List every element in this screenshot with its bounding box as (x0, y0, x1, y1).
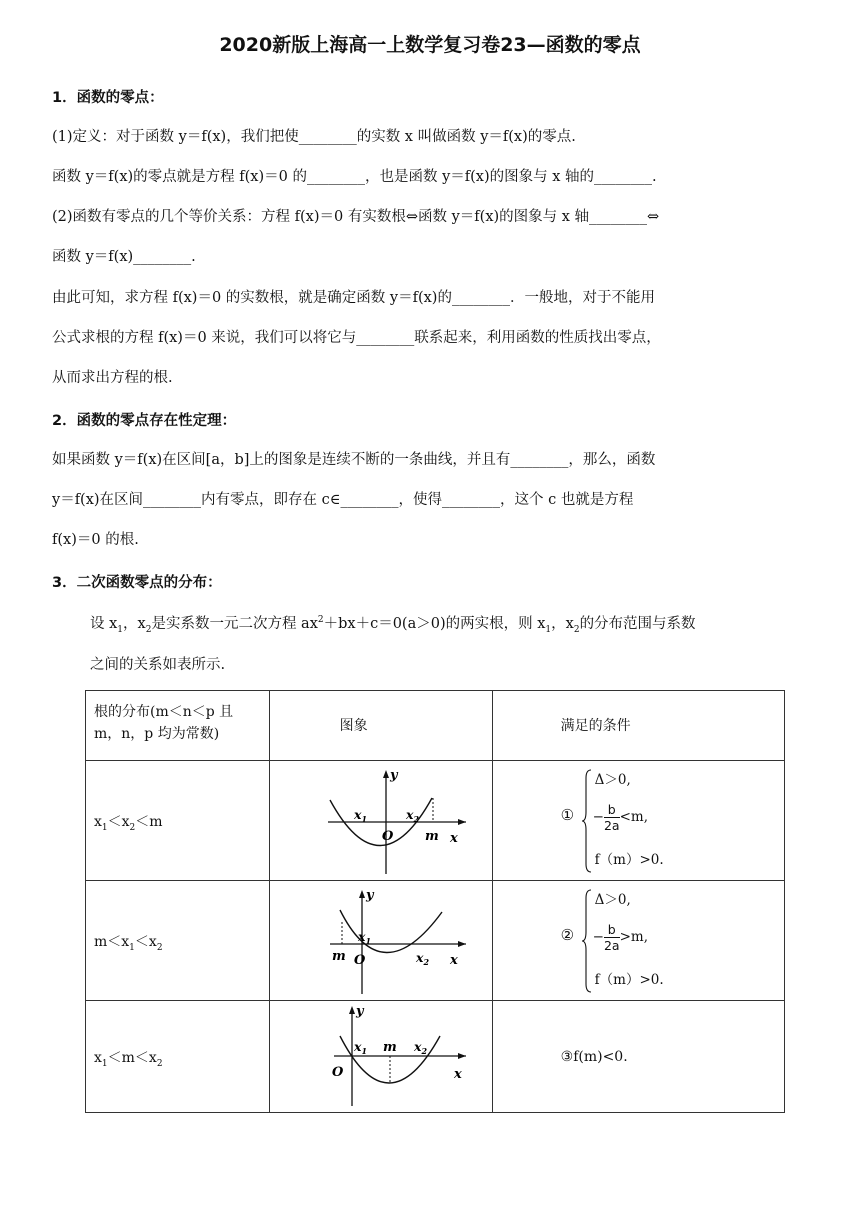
x-axis-arrow (458, 1053, 466, 1059)
origin-label: O (381, 828, 393, 844)
row1-distribution: $x_1<x_2<m$ (86, 761, 270, 881)
origin-label: O (331, 1064, 343, 1080)
origin-label: O (353, 952, 365, 968)
x1-label: $x_1$ (357, 928, 371, 946)
section2-line-2: y＝f(x)在区间________内有零点，即存在 c∈________，使得________，这个 c 也就是方程 (52, 492, 634, 508)
row1-graph-cell (269, 761, 492, 881)
x1-label: $x_1$ (353, 1038, 367, 1056)
parabola-curve (340, 910, 442, 953)
section1-line-2: 函数 y＝f(x)的零点就是方程 f(x)＝0 的________，也是函数 y＝f(x)的图象与 x 轴的________. (52, 169, 657, 185)
condition-discriminant: Δ＞0, (594, 771, 631, 788)
x-axis-arrow (458, 941, 466, 947)
row3-parabola-graph (270, 1002, 492, 1112)
section1-line-4: 函数 y＝f(x)________. (52, 249, 196, 265)
x1-label: $x_1$ (353, 806, 367, 824)
x2-label: $x_2$ (405, 806, 419, 824)
section1-line-6: 公式求根的方程 f(x)＝0 来说，我们可以将它与________联系起来，利用函数的性质找出零点， (52, 330, 661, 346)
section3-heading: 3．二次函数零点的分布： (52, 575, 222, 591)
x2-label: $x_2$ (413, 1038, 427, 1056)
x-label: x (449, 830, 458, 846)
y-axis-arrow (383, 770, 389, 778)
condition-number: ② (560, 925, 575, 944)
section3-intro-line-2: 之间的关系如表所示. (90, 657, 226, 673)
row2-condition (492, 881, 784, 1001)
m-label: m (424, 828, 439, 844)
condition-number: ① (560, 805, 575, 824)
header-condition: 满足的条件 (492, 691, 784, 761)
header-graph: 图象 (269, 691, 492, 761)
x-axis-arrow (458, 819, 466, 825)
section1-line-7: 从而求出方程的根. (52, 370, 173, 386)
condition-discriminant: Δ＞0, (594, 891, 631, 908)
m-label: m (382, 1039, 397, 1055)
left-brace-icon (581, 768, 593, 874)
y-label: y (355, 1003, 364, 1019)
row3-condition: ③f(m)<0. (492, 1001, 784, 1113)
section1-line-1: (1)定义：对于函数 y＝f(x)，我们把使________的实数 x 叫做函数 y＝f(x)的零点. (52, 129, 576, 145)
section3-intro-line-1: 设 $x_1$，$x_2$是实系数一元二次方程 $ax^2+bx+c=0(a>0)$的两实根，则 $x_1$，$x_2$的分布范围与系数 (90, 615, 696, 635)
condition-axis: − $\frac{b}{2a}$ <m, (592, 801, 648, 833)
x-label: x (449, 952, 458, 968)
section1-line-5: 由此可知，求方程 f(x)＝0 的实数根，就是确定函数 y＝f(x)的________．一般地，对于不能用 (52, 290, 655, 306)
left-brace-icon (581, 888, 593, 994)
section1-heading: 1．函数的零点： (52, 90, 164, 106)
section2-heading: 2．函数的零点存在性定理： (52, 413, 237, 429)
table-row (86, 761, 785, 881)
page-title: 2020新版上海高一上数学复习卷23—函数的零点 (219, 34, 641, 56)
row3-graph-cell (269, 1001, 492, 1113)
section1-line-3: (2)函数有零点的几个等价关系：方程 f(x)＝0 有实数根⇔函数 y＝f(x)的图象与 x 轴________⇔ (52, 209, 660, 225)
y-axis-arrow (359, 890, 365, 898)
row2-distribution: $m<x_1<x_2$ (86, 881, 270, 1001)
condition-fm: f（m）>0. (594, 851, 664, 868)
row2-parabola-graph (270, 882, 492, 1000)
condition-axis: − $\frac{b}{2a}$ >m, (592, 921, 648, 953)
row3-distribution: $x_1<m<x_2$ (86, 1001, 270, 1113)
row2-graph-cell (269, 881, 492, 1001)
y-label: y (389, 767, 398, 783)
section2-line-3: f(x)＝0 的根. (52, 532, 139, 548)
root-distribution-table (85, 690, 785, 1113)
y-label: y (365, 887, 374, 903)
condition-fm: f（m）>0. (594, 971, 664, 988)
row1-condition (492, 761, 784, 881)
table-row (86, 1001, 785, 1113)
row1-parabola-graph (270, 762, 492, 880)
m-label: m (331, 948, 346, 964)
header-distribution: 根的分布(m＜n＜p 且 m，n，p 均为常数) (86, 691, 270, 761)
x-label: x (453, 1066, 462, 1082)
x2-label: $x_2$ (415, 949, 429, 967)
section2-line-1: 如果函数 y＝f(x)在区间[a，b]上的图象是连续不断的一条曲线，并且有________，那么，函数 (52, 452, 656, 468)
table-row (86, 881, 785, 1001)
table-header-row (86, 691, 785, 761)
y-axis-arrow (349, 1006, 355, 1014)
